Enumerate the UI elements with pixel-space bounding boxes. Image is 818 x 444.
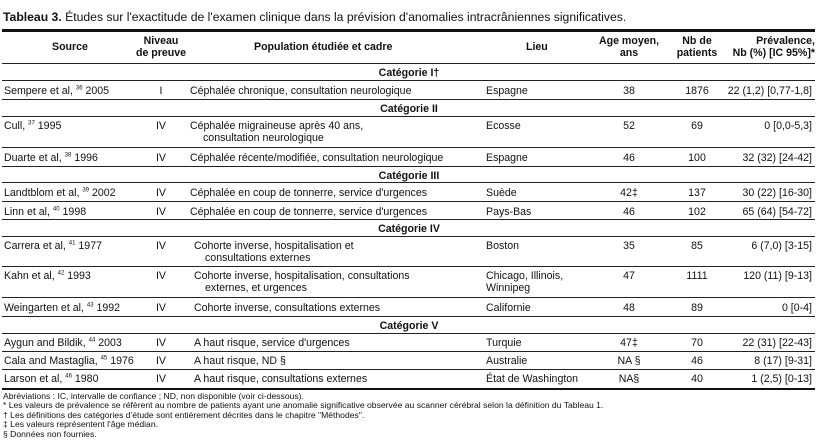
source-year: 2003 xyxy=(95,337,122,349)
header-nb-line1: Nb de xyxy=(682,35,712,47)
row-rule xyxy=(2,266,815,267)
header-nb-line2: patients xyxy=(676,47,718,59)
row-patients: 85 xyxy=(691,240,703,252)
row-niveau: IV xyxy=(155,337,166,349)
header-source: Source xyxy=(52,41,88,53)
lieu-line1: Chicago, Illinois, xyxy=(486,270,564,282)
source-year: 1977 xyxy=(75,240,102,252)
row-source xyxy=(4,152,98,164)
header-age-line1: Age moyen, xyxy=(598,35,660,47)
row-source xyxy=(4,85,109,97)
header-prev-line1: Prévalence, xyxy=(756,35,815,47)
header-age xyxy=(592,35,666,59)
row-population xyxy=(190,120,363,144)
table-label: Tableau 3. xyxy=(3,10,62,24)
source-ref: 40 xyxy=(52,206,60,213)
footnotes xyxy=(3,392,603,439)
row-population: Cohorte inverse, consultations externes xyxy=(194,302,381,314)
header-prev-line2: Nb (%) [IC 95%]* xyxy=(732,47,815,59)
header-lieu: Lieu xyxy=(526,41,548,53)
row-age: 46 xyxy=(623,152,635,164)
row-age: 35 xyxy=(623,240,635,252)
row-prevalence: 8 (17) [9-31] xyxy=(754,355,812,367)
row-source xyxy=(4,187,116,199)
source-ref: 39 xyxy=(82,187,90,194)
row-niveau: I xyxy=(159,85,163,97)
row-patients: 100 xyxy=(688,152,706,164)
source-authors: Larson et al, xyxy=(4,373,63,385)
row-niveau: IV xyxy=(155,206,166,218)
category-heading: Catégorie V xyxy=(379,320,439,332)
row-prevalence: 6 (7,0) [3-15] xyxy=(751,240,812,252)
row-lieu: Ecosse xyxy=(486,120,521,132)
population-line1: Céphalée migraineuse après 40 ans, xyxy=(190,120,364,132)
row-prevalence: 120 (11) [9-13] xyxy=(743,270,812,282)
source-year: 2005 xyxy=(82,85,110,97)
source-year: 1993 xyxy=(64,270,91,282)
row-age: 52 xyxy=(623,120,635,132)
source-authors: Landtblom et al, xyxy=(4,187,80,199)
category-rule xyxy=(2,236,815,237)
row-lieu xyxy=(486,270,563,294)
source-authors: Weingarten et al, xyxy=(4,302,84,314)
row-patients: 102 xyxy=(688,206,706,218)
category-rule xyxy=(2,182,815,183)
row-lieu: Pays-Bas xyxy=(486,206,532,218)
footnote: * Les valeurs de prévalence se réfèrent au nombre de patients ayant une anomalie significative observée au scanner cérébral selon la définition du Tableau 1. xyxy=(3,400,604,411)
source-ref: 44 xyxy=(88,337,96,344)
row-lieu: Australie xyxy=(486,355,528,367)
row-niveau: IV xyxy=(155,270,166,282)
row-source xyxy=(4,270,91,282)
row-niveau: IV xyxy=(155,120,166,132)
header-prevalence xyxy=(700,35,815,59)
row-source xyxy=(4,120,61,132)
row-population: A haut risque, consultations externes xyxy=(194,373,368,385)
population-line2: consultation neurologique xyxy=(203,132,324,144)
row-lieu: Californie xyxy=(486,302,531,314)
source-authors: Aygun and Bildik, xyxy=(4,337,86,349)
row-population: A haut risque, ND § xyxy=(194,355,286,367)
row-lieu: Espagne xyxy=(486,152,528,164)
population-line2: consultations externes xyxy=(205,252,311,264)
row-age: 38 xyxy=(623,85,635,97)
header-niveau-line2: de preuve xyxy=(135,47,187,59)
row-patients: 1876 xyxy=(685,85,709,97)
row-age: NA § xyxy=(617,355,641,367)
source-year: 1992 xyxy=(93,302,121,314)
source-year: 1995 xyxy=(34,120,62,132)
row-patients: 70 xyxy=(691,337,703,349)
category-rule xyxy=(2,80,815,81)
source-ref: 38 xyxy=(64,152,72,159)
row-rule xyxy=(2,316,815,317)
top-rule xyxy=(2,29,815,32)
source-year: 1998 xyxy=(59,206,87,218)
population-line2: externes, et urgences xyxy=(205,282,307,294)
row-lieu: Suède xyxy=(486,187,517,199)
category-rule xyxy=(2,333,815,334)
row-prevalence: 30 (22) [16-30] xyxy=(742,187,812,199)
row-population: A haut risque, service d'urgences xyxy=(194,337,350,349)
row-rule xyxy=(2,166,815,167)
row-lieu: Espagne xyxy=(486,85,528,97)
row-niveau: IV xyxy=(155,152,166,164)
source-authors: Duarte et al, xyxy=(4,152,62,164)
category-heading: Catégorie I† xyxy=(378,67,440,79)
row-population xyxy=(194,240,354,264)
header-age-line2: ans xyxy=(619,47,639,59)
source-year: 1980 xyxy=(71,373,99,385)
category-rule xyxy=(2,116,815,117)
source-ref: 43 xyxy=(86,302,94,309)
row-source xyxy=(4,337,122,349)
row-age: NA§ xyxy=(618,373,640,385)
row-source xyxy=(4,240,102,252)
source-authors: Sempere et al, xyxy=(4,85,73,97)
row-source xyxy=(4,302,120,314)
row-lieu: Boston xyxy=(486,240,519,252)
row-patients: 69 xyxy=(691,120,703,132)
row-age: 47‡ xyxy=(620,337,638,349)
row-niveau: IV xyxy=(155,355,166,367)
row-lieu: État de Washington xyxy=(486,373,579,385)
row-prevalence: 22 (31) [22-43] xyxy=(742,337,812,349)
header-population: Population étudiée et cadre xyxy=(254,41,393,53)
source-ref: 37 xyxy=(28,120,35,127)
row-prevalence: 0 [0,0-5,3] xyxy=(764,120,812,132)
source-authors: Carrera et al, xyxy=(4,240,66,252)
population-line1: Cohorte inverse, hospitalisation, consultations xyxy=(194,270,410,282)
category-heading: Catégorie II xyxy=(380,103,438,115)
header-rule xyxy=(2,63,815,64)
row-age: 47 xyxy=(623,270,635,282)
row-patients: 89 xyxy=(691,302,703,314)
header-niveau xyxy=(126,35,196,59)
header-niveau-line1: Niveau xyxy=(143,35,179,47)
row-source xyxy=(4,355,134,367)
row-prevalence: 32 (32) [24-42] xyxy=(742,152,812,164)
row-age: 46 xyxy=(623,206,635,218)
bottom-rule xyxy=(2,388,815,390)
source-year: 1976 xyxy=(107,355,134,367)
row-prevalence: 1 (2,5) [0-13] xyxy=(751,373,812,385)
row-population: Céphalée en coup de tonnerre, service d'urgences xyxy=(190,206,428,218)
row-population: Céphalée récente/modifiée, consultation neurologique xyxy=(190,152,444,164)
row-rule xyxy=(2,147,815,148)
row-rule xyxy=(2,99,815,100)
row-patients: 137 xyxy=(688,187,706,199)
row-source xyxy=(4,373,98,385)
row-niveau: IV xyxy=(155,240,166,252)
row-source xyxy=(4,206,86,218)
row-patients: 40 xyxy=(691,373,703,385)
source-ref: 41 xyxy=(68,240,76,247)
table-caption: Études sur l'exactitude de l'examen clinique dans la prévision d'anomalies intracrâniennes significatives. xyxy=(61,10,627,24)
row-niveau: IV xyxy=(155,187,166,199)
row-prevalence: 0 [0-4] xyxy=(781,302,812,314)
row-rule xyxy=(2,201,815,202)
source-year: 1996 xyxy=(71,152,98,164)
footnote: ‡ Les valeurs représentent l'âge médian. xyxy=(3,419,158,430)
table-title xyxy=(3,10,626,24)
source-ref: 36 xyxy=(75,85,83,92)
row-niveau: IV xyxy=(155,373,166,385)
row-population: Céphalée chronique, consultation neurologique xyxy=(190,85,412,97)
row-niveau: IV xyxy=(155,302,166,314)
source-ref: 45 xyxy=(100,355,108,362)
source-year: 2002 xyxy=(89,187,116,199)
row-rule xyxy=(2,369,815,370)
row-prevalence: 22 (1,2) [0,77-1,8] xyxy=(727,85,812,97)
category-heading: Catégorie IV xyxy=(378,223,440,235)
source-ref: 46 xyxy=(65,373,72,380)
source-authors: Cull, xyxy=(4,120,26,132)
source-authors: Kahn et al, xyxy=(4,270,55,282)
row-rule xyxy=(2,219,815,220)
population-line1: Cohorte inverse, hospitalisation et xyxy=(194,240,354,252)
row-patients: 46 xyxy=(691,355,703,367)
row-lieu: Turquie xyxy=(486,337,522,349)
row-population xyxy=(194,270,410,294)
row-population: Céphalée en coup de tonnerre, service d'urgences xyxy=(190,187,428,199)
category-heading: Catégorie III xyxy=(378,170,440,182)
source-authors: Linn et al, xyxy=(4,206,50,218)
footnote: § Données non fournies. xyxy=(3,428,97,439)
row-prevalence: 65 (64) [54-72] xyxy=(742,206,812,218)
footnote: Abréviations : IC, intervalle de confiance ; ND, non disponible (voir ci-dessous). xyxy=(3,391,304,401)
row-age: 48 xyxy=(623,302,635,314)
row-age: 42‡ xyxy=(620,187,638,199)
lieu-line2: Winnipeg xyxy=(486,282,531,294)
row-rule xyxy=(2,297,815,298)
source-authors: Cala and Mastaglia, xyxy=(4,355,98,367)
footnote: † Les définitions des catégories d'étude sont entièrement décrites dans le chapitre "Méthodes". xyxy=(3,409,365,420)
source-ref: 42 xyxy=(57,270,65,277)
row-rule xyxy=(2,351,815,352)
row-patients: 1111 xyxy=(686,270,708,282)
